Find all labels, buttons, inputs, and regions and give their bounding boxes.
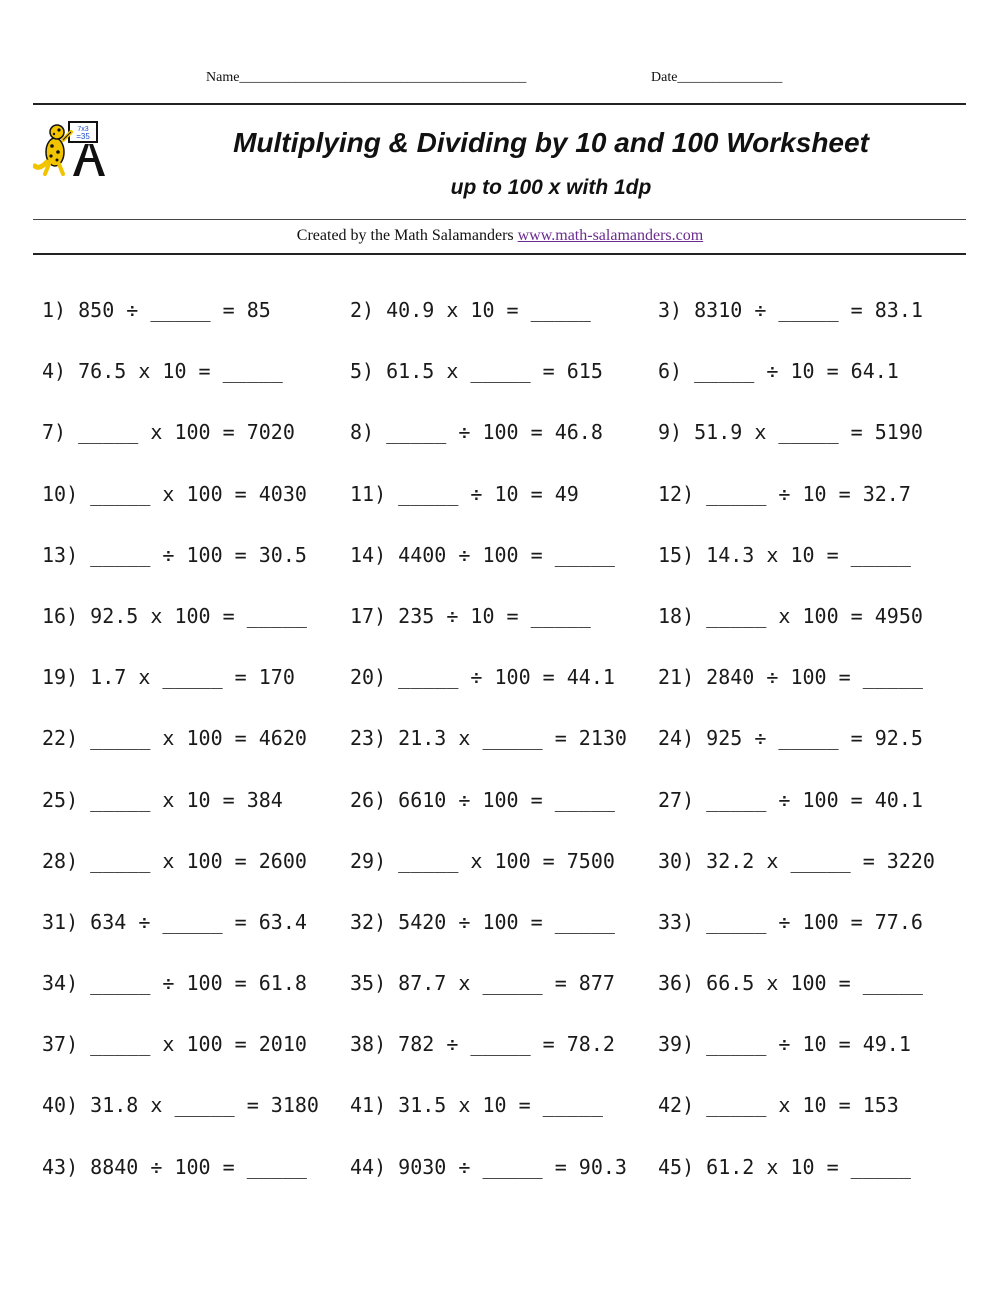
question-grid xyxy=(42,290,972,1208)
credit-top-divider xyxy=(33,219,966,220)
question-item: 18) _____ x 100 = 4950 xyxy=(658,603,923,628)
question-item: 25) _____ x 10 = 384 xyxy=(42,787,283,812)
question-item: 13) _____ ÷ 100 = 30.5 xyxy=(42,542,307,567)
question-item: 19) 1.7 x _____ = 170 xyxy=(42,665,295,690)
question-item: 35) 87.7 x _____ = 877 xyxy=(350,971,615,996)
salamander-logo-icon xyxy=(33,118,107,176)
question-item: 42) _____ x 10 = 153 xyxy=(658,1093,899,1118)
question-item: 34) _____ ÷ 100 = 61.8 xyxy=(42,971,307,996)
question-item: 16) 92.5 x 100 = _____ xyxy=(42,603,307,628)
credit-line xyxy=(0,227,1000,245)
website-link[interactable]: www.math-salamanders.com xyxy=(517,227,704,244)
question-item: 12) _____ ÷ 10 = 32.7 xyxy=(658,481,911,506)
question-item: 33) _____ ÷ 100 = 77.6 xyxy=(658,909,923,934)
question-item: 36) 66.5 x 100 = _____ xyxy=(658,971,923,996)
question-item: 2) 40.9 x 10 = _____ xyxy=(350,298,591,322)
question-item: 3) 8310 ÷ _____ = 83.1 xyxy=(658,298,923,322)
question-item: 14) 4400 ÷ 100 = _____ xyxy=(350,542,615,567)
question-item: 9) 51.9 x _____ = 5190 xyxy=(658,420,923,445)
question-item: 17) 235 ÷ 10 = _____ xyxy=(350,603,591,628)
question-item: 22) _____ x 100 = 4620 xyxy=(42,726,307,751)
question-item: 6) _____ ÷ 10 = 64.1 xyxy=(658,359,899,384)
question-item: 45) 61.2 x 10 = _____ xyxy=(658,1154,911,1179)
question-item: 44) 9030 ÷ _____ = 90.3 xyxy=(350,1154,627,1179)
question-item: 11) _____ ÷ 10 = 49 xyxy=(350,481,579,506)
question-item: 27) _____ ÷ 100 = 40.1 xyxy=(658,787,923,812)
name-field[interactable]: Name_________________________________________ xyxy=(206,70,527,85)
question-item: 28) _____ x 100 = 2600 xyxy=(42,848,307,873)
question-item: 8) _____ ÷ 100 = 46.8 xyxy=(350,420,603,445)
question-item: 23) 21.3 x _____ = 2130 xyxy=(350,726,627,751)
svg-text:7x3: 7x3 xyxy=(77,126,89,133)
question-item: 10) _____ x 100 = 4030 xyxy=(42,481,307,506)
page-subtitle: up to 100 x with 1dp xyxy=(450,176,652,199)
page-title: Multiplying & Dividing by 10 and 100 Worksheet xyxy=(233,127,869,158)
header-divider xyxy=(33,103,966,105)
question-item: 21) 2840 ÷ 100 = _____ xyxy=(658,665,923,690)
question-item: 30) 32.2 x _____ = 3220 xyxy=(658,848,935,873)
question-item: 32) 5420 ÷ 100 = _____ xyxy=(350,909,615,934)
question-item: 5) 61.5 x _____ = 615 xyxy=(350,359,603,384)
svg-text:=35: =35 xyxy=(76,132,90,141)
question-item: 38) 782 ÷ _____ = 78.2 xyxy=(350,1032,615,1057)
question-item: 26) 6610 ÷ 100 = _____ xyxy=(350,787,615,812)
question-item: 29) _____ x 100 = 7500 xyxy=(350,848,615,873)
name-date-row xyxy=(0,70,1000,92)
question-item: 39) _____ ÷ 10 = 49.1 xyxy=(658,1032,911,1057)
question-item: 41) 31.5 x 10 = _____ xyxy=(350,1093,603,1118)
question-item: 43) 8840 ÷ 100 = _____ xyxy=(42,1154,307,1179)
question-item: 40) 31.8 x _____ = 3180 xyxy=(42,1093,319,1118)
question-item: 24) 925 ÷ _____ = 92.5 xyxy=(658,726,923,751)
question-item: 20) _____ ÷ 100 = 44.1 xyxy=(350,665,615,690)
question-item: 31) 634 ÷ _____ = 63.4 xyxy=(42,909,307,934)
question-item: 7) _____ x 100 = 7020 xyxy=(42,420,295,445)
date-field[interactable]: Date_______________ xyxy=(651,70,783,85)
question-item: 15) 14.3 x 10 = _____ xyxy=(658,542,911,567)
credit-bottom-divider xyxy=(33,253,966,255)
question-item: 37) _____ x 100 = 2010 xyxy=(42,1032,307,1057)
credit-text: Created by the Math Salamanders xyxy=(296,227,518,244)
question-item: 4) 76.5 x 10 = _____ xyxy=(42,359,283,384)
question-item: 1) 850 ÷ _____ = 85 xyxy=(42,298,271,322)
